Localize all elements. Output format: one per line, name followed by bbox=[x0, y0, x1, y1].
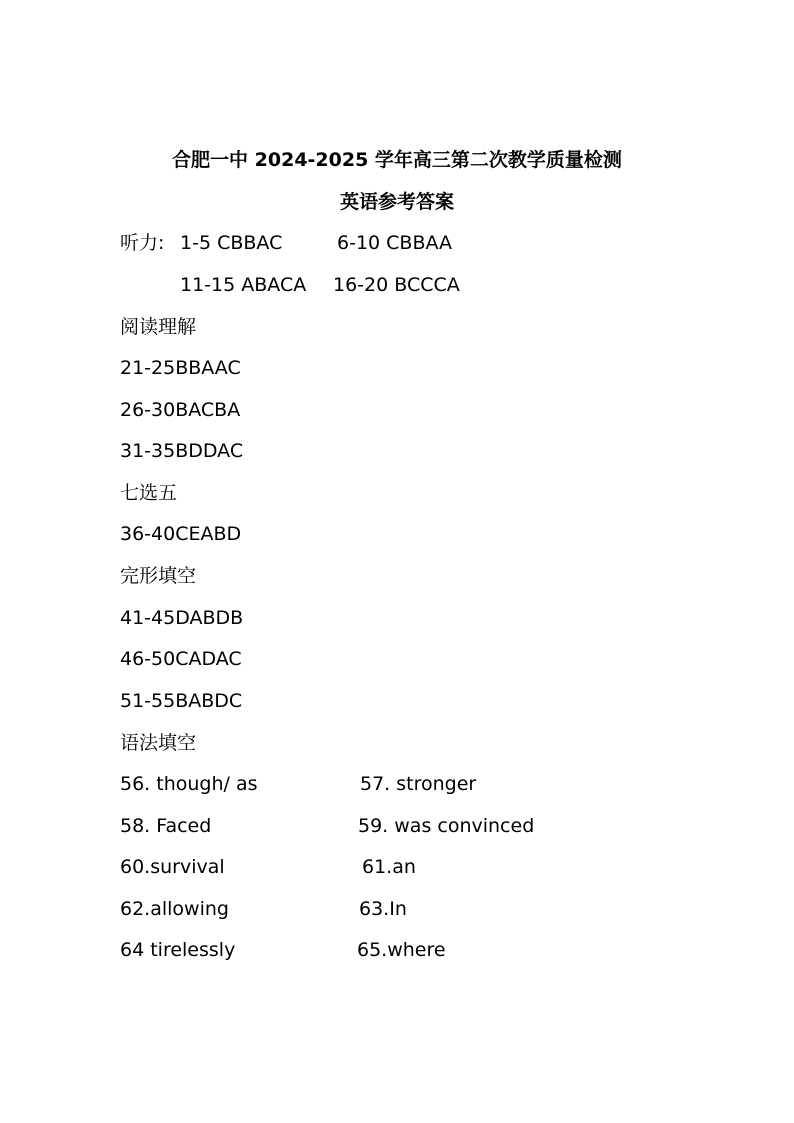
reading-answers-31-35: 31-35BDDAC bbox=[120, 440, 244, 462]
grammar-answer-64: 64 tirelessly bbox=[120, 939, 236, 961]
grammar-section-label: 语法填空 bbox=[120, 732, 197, 754]
listening-answers-6-10: 6-10 CBBAA bbox=[337, 232, 453, 254]
cloze-section-label: 完形填空 bbox=[120, 565, 197, 587]
grammar-answer-58: 58. Faced bbox=[120, 815, 212, 837]
grammar-answer-56: 56. though/ as bbox=[120, 773, 258, 795]
listening-answers-1-5: 1-5 CBBAC bbox=[180, 232, 283, 254]
grammar-answer-65: 65.where bbox=[357, 939, 446, 961]
cloze-answers-51-55: 51-55BABDC bbox=[120, 690, 243, 712]
grammar-answer-57: 57. stronger bbox=[360, 773, 477, 795]
cloze-answers-41-45: 41-45DABDB bbox=[120, 607, 244, 629]
grammar-answer-61: 61.an bbox=[362, 856, 416, 878]
listening-label: 听力: bbox=[120, 232, 165, 254]
listening-answers-16-20: 16-20 BCCCA bbox=[333, 274, 460, 296]
page-title: 合肥一中 2024-2025 学年高三第二次教学质量检测 bbox=[172, 149, 622, 171]
reading-section-label: 阅读理解 bbox=[120, 316, 197, 338]
seven-five-answers-36-40: 36-40CEABD bbox=[120, 523, 242, 545]
grammar-answer-59: 59. was convinced bbox=[358, 815, 535, 837]
grammar-answer-63: 63.In bbox=[359, 898, 407, 920]
listening-answers-11-15: 11-15 ABACA bbox=[180, 274, 307, 296]
reading-answers-21-25: 21-25BBAAC bbox=[120, 357, 241, 379]
grammar-answer-60: 60.survival bbox=[120, 856, 225, 878]
cloze-answers-46-50: 46-50CADAC bbox=[120, 648, 242, 670]
grammar-answer-62: 62.allowing bbox=[120, 898, 229, 920]
reading-answers-26-30: 26-30BACBA bbox=[120, 399, 241, 421]
seven-five-section-label: 七选五 bbox=[120, 482, 178, 504]
page-subtitle: 英语参考答案 bbox=[339, 191, 454, 213]
